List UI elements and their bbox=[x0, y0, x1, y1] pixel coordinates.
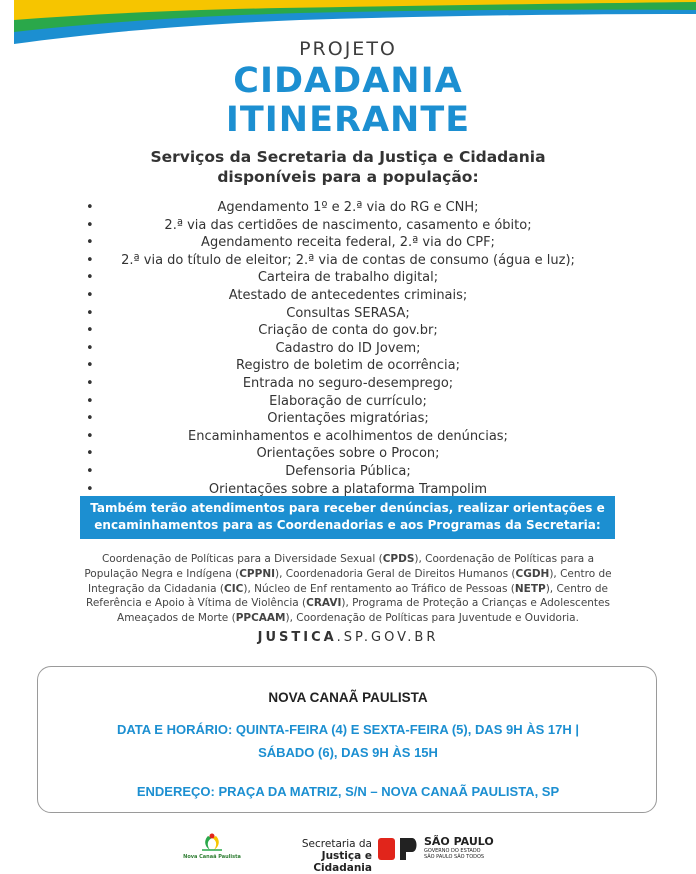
service-item bbox=[78, 375, 618, 393]
website-url-bold: JUSTICA bbox=[257, 630, 337, 645]
service-item bbox=[78, 340, 618, 358]
bullet-icon: • bbox=[86, 428, 94, 444]
coord-text: ), Programa de Proteção a Crianças e Adolescentes bbox=[341, 597, 610, 610]
banner-line-2: encaminhamentos para as Coordenadorias e aos Programas da Secretaria: bbox=[94, 518, 601, 532]
sp-logo-title: SÃO PAULO bbox=[424, 835, 494, 848]
project-label: PROJETO bbox=[299, 38, 397, 60]
bullet-icon: • bbox=[86, 252, 94, 268]
event-datetime bbox=[80, 718, 616, 764]
coordinations-line bbox=[20, 582, 676, 597]
city-hall-logo-icon bbox=[182, 832, 242, 854]
secretaria-line-2 bbox=[262, 850, 372, 874]
bullet-icon: • bbox=[86, 393, 94, 409]
event-address: ENDEREÇO: PRAÇA DA MATRIZ, S/N – NOVA CANAÃ PAULISTA, SP bbox=[136, 784, 560, 799]
coordinations-paragraph bbox=[20, 552, 676, 626]
service-text: Orientações sobre a plataforma Trampolim bbox=[208, 481, 488, 497]
bullet-icon: • bbox=[86, 200, 94, 215]
service-text: Atestado de antecedentes criminais; bbox=[228, 287, 468, 303]
service-text: Agendamento receita federal, 2.ª via do CPF; bbox=[201, 235, 495, 251]
service-text: Orientações migratórias; bbox=[267, 411, 429, 427]
bullet-icon: • bbox=[86, 358, 94, 374]
service-item bbox=[78, 428, 618, 446]
coordinations-line bbox=[20, 567, 676, 582]
bullet-icon: • bbox=[86, 411, 94, 427]
coord-text: Ameaçados de Morte ( bbox=[117, 612, 236, 625]
services-heading bbox=[0, 147, 696, 187]
coord-acronym: CRAVI bbox=[306, 597, 342, 610]
service-item bbox=[78, 269, 618, 287]
service-text: Elaboração de currículo; bbox=[269, 393, 427, 409]
service-text: Encaminhamentos e acolhimentos de denúncias; bbox=[188, 428, 508, 444]
services-list bbox=[78, 199, 618, 498]
coord-text: Integração da Cidadania ( bbox=[87, 582, 225, 595]
sp-logo-subtitle-1: GOVERNO DO ESTADO bbox=[424, 848, 481, 854]
coord-text: ), Coordenadoria Geral de Direitos Humanos ( bbox=[275, 567, 516, 580]
service-text: Consultas SERASA; bbox=[286, 305, 410, 321]
service-item bbox=[78, 287, 618, 305]
bullet-icon: • bbox=[86, 481, 94, 497]
bullet-icon: • bbox=[86, 463, 94, 479]
additional-services-banner bbox=[80, 496, 615, 539]
coord-acronym: NETP bbox=[514, 582, 546, 595]
service-text: Registro de boletim de ocorrência; bbox=[236, 358, 460, 374]
service-text: Carteira de trabalho digital; bbox=[257, 270, 439, 286]
event-datetime-line-2: SÁBADO (6), DAS 9H ÀS 15H bbox=[258, 745, 438, 760]
service-item bbox=[78, 463, 618, 481]
coord-acronym: CPPNI bbox=[239, 567, 276, 580]
service-text: 2.ª via do título de eleitor; 2.ª via de contas de consumo (água e luz); bbox=[121, 252, 575, 268]
secretaria-line-1: Secretaria da bbox=[301, 838, 372, 850]
coord-acronym: CIC bbox=[224, 582, 244, 595]
bullet-icon: • bbox=[86, 323, 94, 339]
services-heading-line-2: disponíveis para a população: bbox=[217, 168, 479, 186]
coord-text: ), Núcleo de Enf rentamento ao Tráfico de Pessoas ( bbox=[243, 582, 515, 595]
event-city: NOVA CANAÃ PAULISTA bbox=[268, 690, 428, 705]
service-item bbox=[78, 234, 618, 252]
bullet-icon: • bbox=[86, 217, 94, 233]
service-text: Orientações sobre o Procon; bbox=[256, 446, 440, 462]
coord-acronym: CPDS bbox=[382, 553, 415, 565]
coord-text: ), Centro de bbox=[549, 567, 612, 580]
coord-text: População Negra e Indígena ( bbox=[84, 567, 240, 580]
title-line-2: ITINERANTE bbox=[225, 100, 471, 140]
bullet-icon: • bbox=[86, 270, 94, 286]
coord-text: ), Coordenação de Políticas para Juventude e Ouvidoria. bbox=[285, 612, 579, 625]
service-item bbox=[78, 217, 618, 235]
service-item bbox=[78, 357, 618, 375]
bullet-icon: • bbox=[86, 235, 94, 251]
website-url-rest: .SP.GOV.BR bbox=[336, 630, 439, 645]
sao-paulo-state-logo-icon bbox=[376, 836, 420, 862]
coordinations-line bbox=[20, 552, 676, 567]
bullet-icon: • bbox=[86, 340, 94, 356]
sao-paulo-state-logo-text bbox=[424, 836, 514, 860]
service-item bbox=[78, 252, 618, 270]
service-item bbox=[78, 393, 618, 411]
service-item bbox=[78, 322, 618, 340]
services-heading-line-1: Serviços da Secretaria da Justiça e Cidadania bbox=[150, 148, 546, 166]
city-hall-logo-text: Nova Canaã Paulista bbox=[183, 854, 241, 860]
service-item bbox=[78, 410, 618, 428]
page-title bbox=[0, 62, 696, 140]
service-text: Cadastro do ID Jovem; bbox=[275, 340, 421, 356]
bullet-icon: • bbox=[86, 375, 94, 391]
service-text: Entrada no seguro-desemprego; bbox=[242, 375, 454, 391]
coord-text: Referência e Apoio à Vítima de Violência ( bbox=[86, 597, 307, 610]
service-text: 2.ª via das certidões de nascimento, casamento e óbito; bbox=[164, 217, 532, 233]
coord-text: ), Centro de bbox=[545, 582, 609, 595]
website-url[interactable] bbox=[0, 630, 696, 645]
service-text: Agendamento 1º e 2.ª via do RG e CNH; bbox=[217, 200, 479, 215]
title-line-1: CIDADANIA bbox=[233, 61, 463, 101]
bullet-icon: • bbox=[86, 305, 94, 321]
coord-text: ), Coordenação de Políticas para a bbox=[414, 553, 595, 565]
service-text: Criação de conta do gov.br; bbox=[258, 323, 438, 339]
banner-line-1: Também terão atendimentos para receber denúncias, realizar orientações e bbox=[90, 501, 605, 515]
coordinations-line bbox=[20, 611, 676, 626]
service-item bbox=[78, 305, 618, 323]
coord-text: Coordenação de Políticas para a Diversidade Sexual ( bbox=[101, 553, 383, 565]
service-text: Defensoria Pública; bbox=[285, 463, 411, 479]
service-item bbox=[78, 199, 618, 217]
coordinations-line bbox=[20, 596, 676, 611]
secretaria-logo-text bbox=[262, 838, 372, 874]
sp-logo-subtitle-2: SÃO PAULO SÃO TODOS bbox=[424, 854, 485, 860]
coord-acronym: PPCAAM bbox=[235, 612, 286, 625]
event-datetime-line-1: DATA E HORÁRIO: QUINTA-FEIRA (4) E SEXTA-FEIRA (5), DAS 9H ÀS 17H | bbox=[116, 722, 580, 737]
bullet-icon: • bbox=[86, 287, 94, 303]
service-item bbox=[78, 445, 618, 463]
city-hall-logo bbox=[182, 832, 242, 864]
coord-acronym: CGDH bbox=[515, 567, 550, 580]
secretaria-line-2-text: Justiça e Cidadania bbox=[313, 850, 372, 874]
bullet-icon: • bbox=[86, 446, 94, 462]
